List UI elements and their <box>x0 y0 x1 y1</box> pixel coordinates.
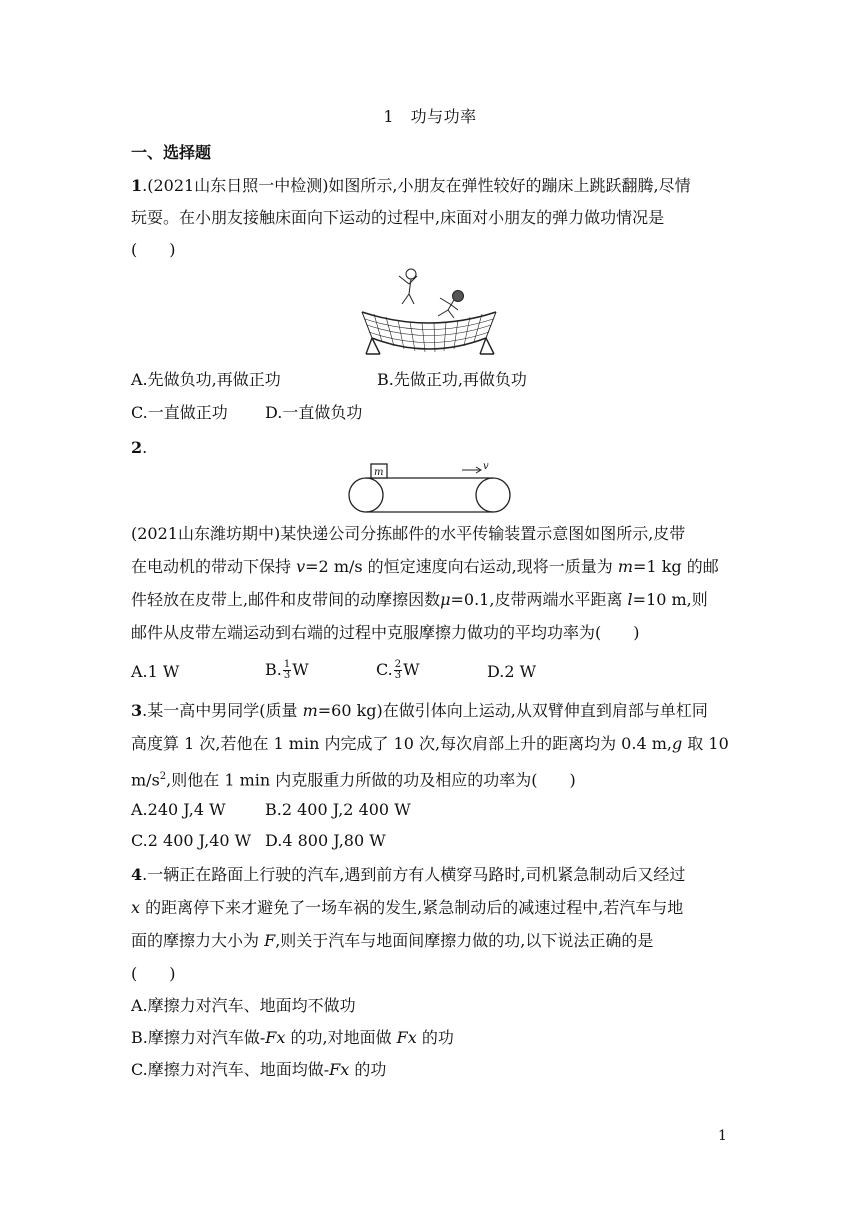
page-number: 1 <box>718 1128 727 1144</box>
fraction-denominator: 3 <box>283 670 291 681</box>
opt-unit: W <box>403 660 420 679</box>
q4-opt-text: 的功,对地面做 <box>285 1028 397 1047</box>
q4-line1 <box>131 865 685 885</box>
q4-opt-text: 的功 <box>349 1060 387 1079</box>
var-x: x <box>131 898 141 917</box>
q4-text: 的距离停下来才避免了一场车祸的发生,紧急制动后的减速过程中,若汽车与地 <box>140 898 684 917</box>
section-heading: 一、选择题 <box>131 143 212 162</box>
q1-text1: .(2021山东日照一中检测)如图所示,小朋友在弹性较好的蹦床上跳跃翻腾,尽情 <box>142 176 691 195</box>
q2-option-c <box>376 660 420 681</box>
q3-text: =60 kg)在做引体向上运动,从双臂伸直到肩部与单杠同 <box>317 701 708 720</box>
q4-option-b <box>131 1028 454 1048</box>
q3-option-c: C.2 400 J,40 W <box>131 831 252 850</box>
q3-text: 高度算 1 次,若他在 1 min 内完成了 10 次,每次肩部上升的距离均为 0.4 m, <box>131 734 672 753</box>
opt-unit: W <box>292 660 309 679</box>
trampoline-figure <box>354 262 504 360</box>
q1-line2: 玩耍。在小朋友接触床面向下运动的过程中,床面对小朋友的弹力做功情况是 <box>131 208 665 227</box>
q4-line3 <box>131 931 653 951</box>
q3-text: m/s <box>131 770 160 790</box>
fraction-one-third <box>283 660 291 681</box>
page-title: 1 功与功率 <box>383 107 477 126</box>
fraction-two-thirds <box>394 660 402 681</box>
q4-opt-text: 的功 <box>416 1028 454 1047</box>
q4-option-a: A.摩擦力对汽车、地面均不做功 <box>131 996 356 1015</box>
q2-number: 2 <box>131 438 143 457</box>
q1-option-a: A.先做负功,再做正功 <box>131 370 281 389</box>
q2-number-line <box>131 438 147 458</box>
q4-opt-text: C.摩擦力对汽车、地面均做- <box>131 1060 330 1079</box>
q2-dot: . <box>142 438 148 457</box>
superscript: 2 <box>159 771 167 782</box>
q2-line4: 邮件从皮带左端运动到右端的过程中克服摩擦力做功的平均功率为( ) <box>131 623 640 642</box>
q1-number: 1 <box>131 176 143 195</box>
var-mu: μ <box>440 590 451 609</box>
opt-prefix: B. <box>265 660 282 679</box>
q2-option-d: D.2 W <box>487 662 537 681</box>
q2-option-a: A.1 W <box>131 662 180 681</box>
q3-number: 3 <box>131 701 143 720</box>
q2-line2 <box>131 557 719 577</box>
q3-text: 取 10 <box>682 734 729 753</box>
q1-option-d: D.一直做负功 <box>265 403 363 422</box>
q3-line3 <box>131 767 576 790</box>
q3-text: ,则他在 1 min 内克服重力所做的功及相应的功率为( ) <box>166 770 576 790</box>
var-v: v <box>296 557 306 576</box>
q2-text: =1 kg 的邮 <box>633 557 719 576</box>
q2-line3 <box>131 590 708 610</box>
q1-option-b: B.先做正功,再做负功 <box>377 370 527 389</box>
q4-opt-text: B.摩擦力对汽车做- <box>131 1028 266 1047</box>
var-m: m <box>617 557 634 576</box>
velocity-v-label: v <box>483 461 489 472</box>
q4-text: .一辆正在路面上行驶的汽车,遇到前方有人横穿马路时,司机紧急制动后又经过 <box>142 865 686 884</box>
q1-paren: ( ) <box>131 240 176 259</box>
q1-line1 <box>131 176 691 196</box>
q3-option-b: B.2 400 J,2 400 W <box>265 800 411 819</box>
q4-option-c <box>131 1060 386 1080</box>
var-Fx: Fx <box>396 1028 417 1047</box>
q4-text: 面的摩擦力大小为 <box>131 931 265 950</box>
q4-paren: ( ) <box>131 964 176 983</box>
q4-line2 <box>131 898 683 918</box>
q2-text: 在电动机的带动下保持 <box>131 557 297 576</box>
q3-text: .某一高中男同学(质量 <box>142 701 303 720</box>
fraction-numerator: 1 <box>283 659 291 670</box>
q4-text: ,则关于汽车与地面间摩擦力做的功,以下说法正确的是 <box>275 931 654 950</box>
var-l: l <box>627 590 633 609</box>
fraction-numerator: 2 <box>394 659 402 670</box>
box-m-label: m <box>374 467 384 478</box>
q2-text: 件轻放在皮带上,邮件和皮带间的动摩擦因数 <box>131 590 441 609</box>
q3-option-d: D.4 800 J,80 W <box>265 831 386 850</box>
conveyor-figure <box>346 458 514 516</box>
q2-text: =2 m/s 的恒定速度向右运动,现将一质量为 <box>305 557 618 576</box>
var-Fx: Fx <box>265 1028 286 1047</box>
q3-line2 <box>131 734 729 754</box>
q2-line1: (2021山东潍坊期中)某快递公司分拣邮件的水平传输装置示意图如图所示,皮带 <box>131 524 686 543</box>
q1-option-c: C.一直做正功 <box>131 403 228 422</box>
opt-prefix: C. <box>376 660 393 679</box>
var-Fx: Fx <box>329 1060 350 1079</box>
var-g: g <box>671 734 683 753</box>
q2-text: =10 m,则 <box>632 590 708 609</box>
q2-option-b <box>265 660 309 681</box>
var-F: F <box>264 931 276 950</box>
fraction-denominator: 3 <box>394 670 402 681</box>
q2-text: =0.1,皮带两端水平距离 <box>450 590 628 609</box>
q3-line1 <box>131 701 708 721</box>
var-m: m <box>302 701 318 720</box>
q4-number: 4 <box>131 865 143 884</box>
q3-option-a: A.240 J,4 W <box>131 800 226 819</box>
